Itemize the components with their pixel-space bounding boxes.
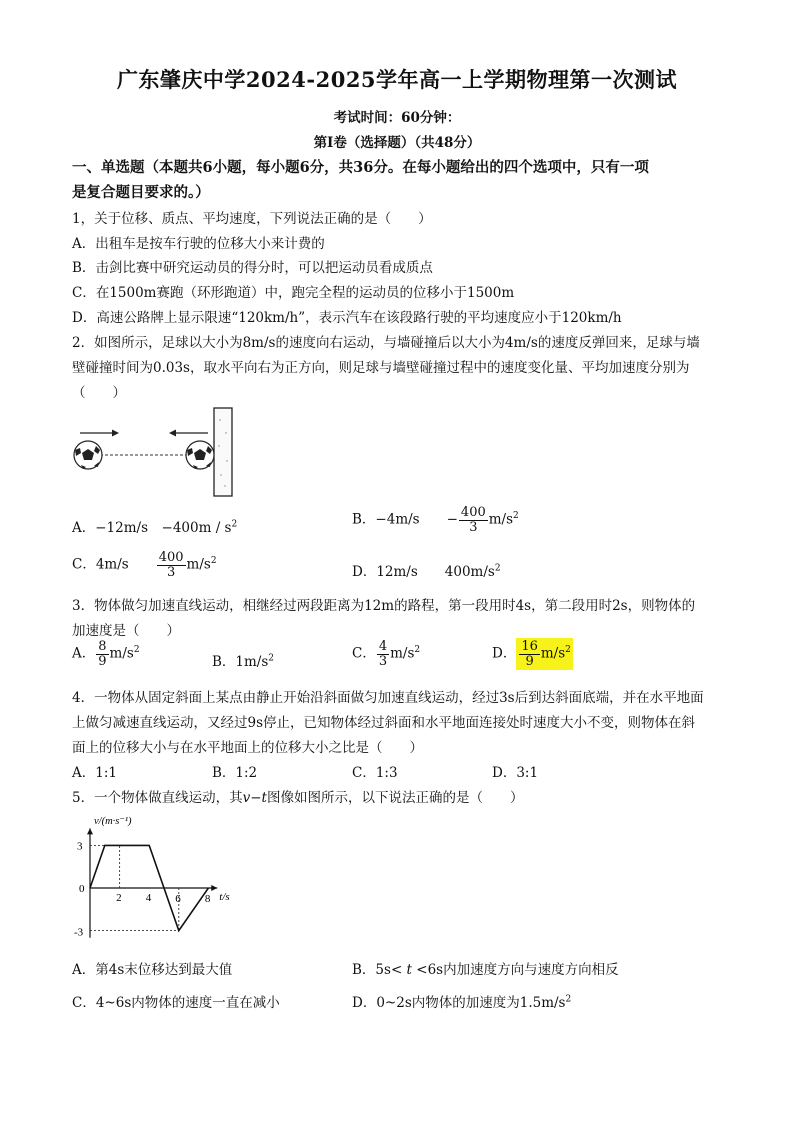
q5-option-c: C．4~6s内物体的速度一直在减小 bbox=[72, 995, 280, 1011]
q5-option-b: B．5s< t <6s内加速度方向与速度方向相反 bbox=[352, 962, 619, 978]
q4-option-b: B．1:2 bbox=[212, 765, 258, 781]
origin-label: 0 bbox=[79, 883, 85, 895]
q1-option-d: D．高速公路牌上显示限速“120km/h”，表示汽车在该段路行驶的平均速度应小于120km/h bbox=[72, 310, 622, 326]
football-left bbox=[74, 441, 102, 469]
q1-option-a: A．出租车是按车行驶的位移大小来计费的 bbox=[72, 236, 325, 252]
x-tick-label-6: 6 bbox=[175, 893, 181, 905]
part-heading-line2: 是复合题目要求的。） bbox=[72, 184, 210, 201]
q5-option-a: A．第4s末位移达到最大值 bbox=[72, 962, 233, 978]
q3-option-b: B．$1m/s^2$ bbox=[212, 653, 275, 670]
q2-option-b: B．−4m/s − $\frac{400}{3}$ $m/s^2$ bbox=[352, 505, 519, 535]
q4-option-c: C．1:3 bbox=[352, 765, 398, 781]
x-tick-label-4: 4 bbox=[145, 892, 152, 904]
q5-option-d: D．0~2s内物体的加速度为$1.5m/s^2$ bbox=[352, 994, 572, 1011]
q3-option-a: A． $\frac{8}{9}$ $m/s^2$ bbox=[72, 639, 140, 669]
q3-stem-line2: 加速度是（ ） bbox=[72, 623, 180, 639]
q3-option-c: C． $\frac{4}{3}$ $m/s^2$ bbox=[352, 639, 421, 669]
q2-option-a: A．−12m/s $-400m / s^2$ bbox=[72, 519, 238, 536]
q4-stem-line2: 上做匀减速直线运动，又经过9s停止，已知物体经过斜面和水平地面连接处时速度大小不变，则物体在斜 bbox=[72, 715, 696, 731]
vt-graph bbox=[70, 810, 240, 940]
answer-highlight: $\frac{16}{9}$ $m/s^2$ bbox=[516, 638, 573, 670]
x-axis-label: t/s bbox=[219, 891, 230, 903]
q1-stem: 1，关于位移、质点、平均速度，下列说法正确的是（ ） bbox=[72, 211, 432, 227]
q4-option-d: D．3:1 bbox=[492, 765, 539, 781]
q3-stem-line1: 3．物体做匀加速直线运动，相继经过两段距离为12m的路程，第一段用时4s，第二段用时2s，则物体的 bbox=[72, 598, 696, 614]
x-axis-arrow bbox=[211, 885, 217, 891]
section-heading: 第Ⅰ卷（选择题）（共48分） bbox=[313, 135, 481, 151]
page-title: 广东肇庆中学2024-2025学年高一上学期物理第一次测试 bbox=[116, 67, 678, 92]
part-heading-line1: 一、单选题（本题共6小题，每小题6分，共36分。在每小题给出的四个选项中，只有一项 bbox=[72, 159, 649, 176]
q5-stem: 5．一个物体做直线运动，其v−t图像如图所示，以下说法正确的是（ ） bbox=[72, 790, 524, 806]
q1-option-b: B．击剑比赛中研究运动员的得分时，可以把运动员看成质点 bbox=[72, 260, 433, 276]
arrow-right-icon bbox=[80, 430, 119, 437]
y-tick-label-m3: -3 bbox=[74, 926, 84, 939]
arrow-left-icon bbox=[169, 430, 208, 437]
y-axis-label: v/(m·s⁻¹) bbox=[94, 816, 132, 827]
x-tick-label-2: 2 bbox=[116, 892, 122, 904]
exam-time: 考试时间：60分钟： bbox=[333, 110, 461, 126]
x-tick-label-8: 8 bbox=[204, 893, 211, 905]
q2-ball-wall-figure bbox=[70, 406, 240, 498]
y-axis-arrow bbox=[87, 828, 93, 834]
wall bbox=[214, 408, 232, 496]
q3-option-d: D． $\frac{16}{9}$ $m/s^2$ bbox=[492, 639, 571, 669]
y-tick-label-3: 3 bbox=[77, 840, 83, 853]
q2-stem-line3: （ ） bbox=[72, 385, 126, 401]
q2-stem-line2: 壁碰撞时间为0.03s，取水平向右为正方向，则足球与墙壁碰撞过程中的速度变化量、平均加速度分别为 bbox=[72, 360, 690, 376]
q1-option-c: C．在1500m赛跑（环形跑道）中，跑完全程的运动员的位移小于1500m bbox=[72, 285, 515, 301]
q4-stem-line1: 4．一物体从固定斜面上某点由静止开始沿斜面做匀加速直线运动，经过3s后到达斜面底端，并在水平地面 bbox=[72, 690, 704, 706]
football-right bbox=[186, 441, 214, 469]
q4-option-a: A．1:1 bbox=[72, 765, 117, 781]
q2-stem-line1: 2．如图所示，足球以大小为8m/s的速度向右运动，与墙碰撞后以大小为4m/s的速度反弹回来，足球与墙 bbox=[72, 335, 700, 351]
q4-stem-line3: 面上的位移大小与在水平地面上的位移大小之比是（ ） bbox=[72, 740, 423, 756]
q2-option-d: D．12m/s $400m/s^2$ bbox=[352, 563, 501, 580]
q2-option-c: C．4m/s $\frac{400}{3}$ $m/s^2$ bbox=[72, 550, 217, 580]
